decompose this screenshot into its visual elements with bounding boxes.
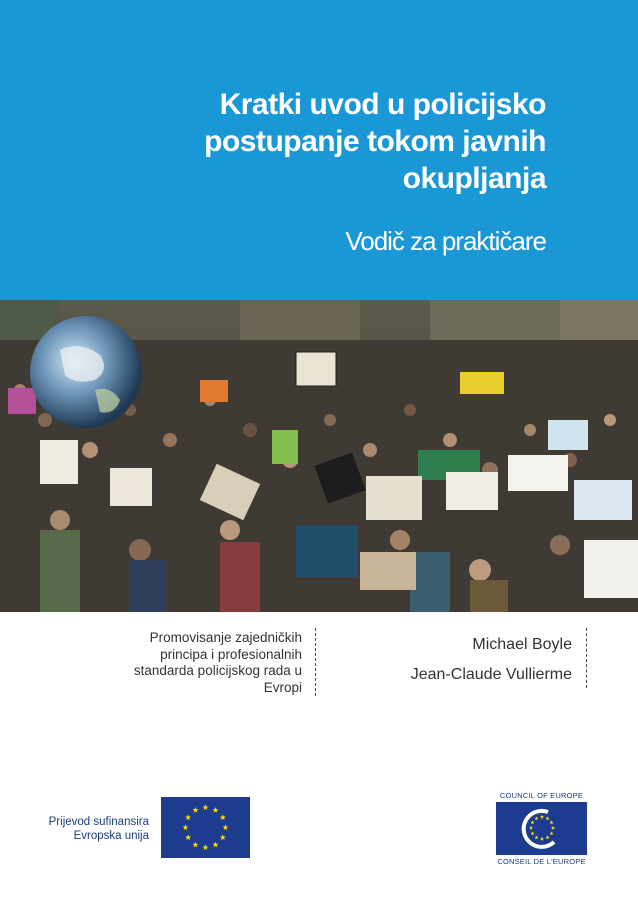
- tagline-line: principa i profesionalnih: [160, 646, 302, 662]
- eu-flag-icon: [161, 797, 250, 858]
- coe-name-en: COUNCIL OF EUROPE: [499, 791, 584, 800]
- cofinance-line: Evropska unija: [73, 830, 149, 842]
- title-line: postupanje tokom javnih: [204, 125, 546, 158]
- tagline-line: standarda policijskog rada u: [133, 663, 302, 678]
- authors-divider: [586, 628, 587, 688]
- protest-crowd-illustration: [0, 300, 638, 612]
- coe-name-fr: CONSEIL DE L'EUROPE: [497, 857, 586, 866]
- cover-subtitle: Vodič za praktičare: [345, 226, 546, 256]
- protest-photo: [0, 300, 638, 612]
- author-name: Jean-Claude Vullierme: [410, 666, 572, 683]
- cofinance-line: Prijevod sufinansira: [48, 816, 149, 828]
- cover-tagline: [96, 630, 302, 696]
- tagline-divider: [315, 628, 316, 696]
- cofinance-note: [49, 815, 149, 843]
- authors-block: [411, 630, 572, 690]
- tagline-line: Evropi: [263, 679, 302, 695]
- author-name: Michael Boyle: [472, 636, 572, 653]
- tagline-line: Promovisanje zajedničkih: [149, 630, 302, 645]
- council-of-europe-logo-icon: [496, 802, 587, 855]
- title-line: Kratki uvod u policijsko: [219, 88, 546, 121]
- cover-header: [0, 0, 638, 300]
- cover-title: [126, 86, 546, 197]
- title-line: okupljanja: [402, 162, 546, 195]
